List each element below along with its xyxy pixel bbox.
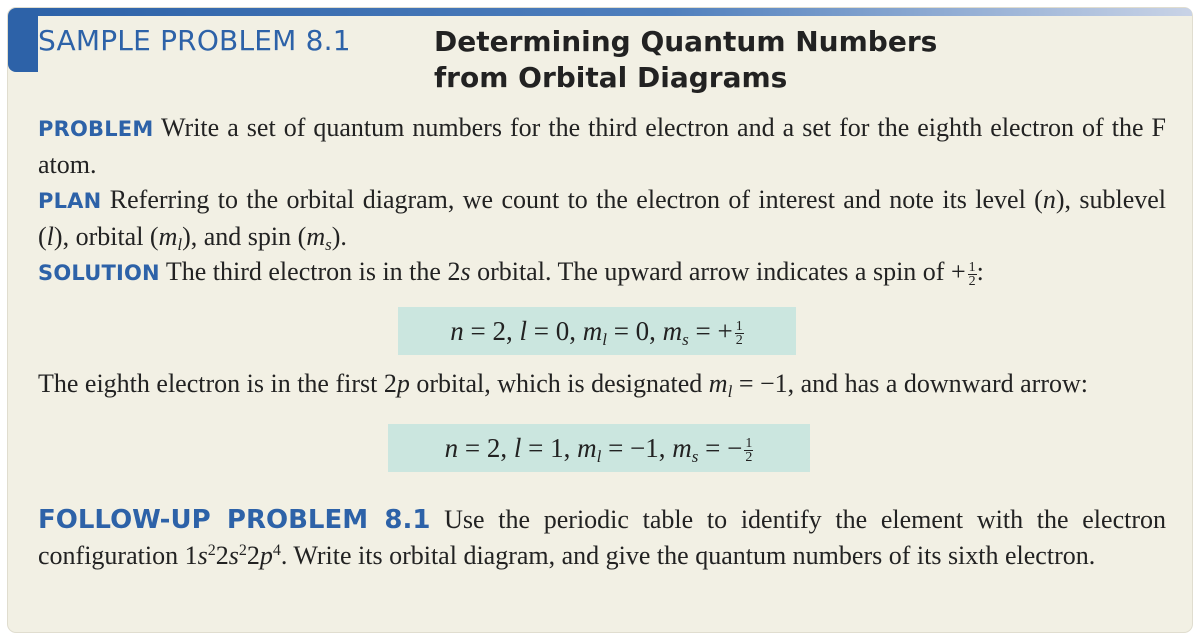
plan-text: ), orbital ( — [53, 222, 159, 251]
var-m: m — [577, 433, 597, 463]
sub-l: l — [177, 235, 183, 254]
sub-s: s — [682, 330, 689, 349]
followup-label: FOLLOW-UP PROBLEM 8.1 — [38, 505, 431, 535]
superscript: 2 — [207, 542, 216, 559]
var-m: m — [158, 222, 178, 251]
var-s: s — [197, 541, 208, 570]
plan-label: PLAN — [38, 189, 102, 213]
plan-text: Referring to the orbital diagram, we count to the electron of interest and note its level ( — [109, 185, 1043, 214]
var-p: p — [396, 369, 410, 398]
superscript: 4 — [272, 542, 281, 559]
equation-box-eighth-electron — [388, 424, 810, 472]
eq-text: = −1, — [601, 433, 673, 463]
solution-text: The third electron is in the 2 — [165, 257, 461, 286]
superscript: 2 — [238, 542, 247, 559]
plan-paragraph — [38, 182, 1166, 255]
solution-label: SOLUTION — [38, 261, 160, 285]
var-n: n — [1042, 185, 1056, 214]
eighth-text: orbital, which is designated — [409, 369, 709, 398]
frac-den: 2 — [968, 273, 976, 289]
equation-box-third-electron — [398, 307, 796, 355]
eq-text: = + — [688, 316, 733, 346]
solution-paragraph — [38, 254, 1166, 291]
followup-paragraph — [38, 502, 1166, 574]
problem-text: Write a set of quantum numbers for the third electron and a set for the eighth electron of the F atom. — [38, 113, 1166, 179]
plan-text: ), sublevel ( — [38, 185, 1166, 251]
var-l: l — [46, 222, 54, 251]
frac-den: 2 — [735, 333, 743, 349]
frac-den: 2 — [745, 450, 753, 466]
var-m: m — [662, 316, 683, 346]
frac-num: 1 — [745, 436, 753, 452]
sub-s: s — [325, 235, 332, 254]
one-half-fraction — [744, 437, 753, 464]
header-accent-tab — [8, 8, 38, 72]
eq-text: = 2, — [458, 433, 514, 463]
var-n: n — [444, 433, 459, 463]
eighth-text: The eighth electron is in the first 2 — [38, 369, 397, 398]
problem-paragraph — [38, 110, 1166, 183]
plan-text: ), and spin ( — [182, 222, 307, 251]
var-n: n — [450, 316, 464, 346]
eq-text: = 0, — [606, 316, 663, 346]
var-m: m — [672, 433, 692, 463]
one-half-fraction — [968, 261, 977, 288]
frac-num: 1 — [968, 259, 976, 275]
sample-problem-title — [434, 24, 1034, 96]
followup-text: Use the periodic table to identify the element with the electron configuration 1 — [38, 505, 1166, 570]
var-m: m — [582, 316, 603, 346]
sub-l: l — [602, 330, 607, 349]
title-line-1: Determining Quantum Numbers — [434, 25, 938, 58]
header-rule — [24, 8, 1192, 16]
eq-text: = − — [698, 433, 743, 463]
problem-label: PROBLEM — [38, 117, 154, 141]
sub-l: l — [727, 382, 733, 401]
var-s: s — [460, 257, 471, 286]
var-m: m — [306, 222, 326, 251]
var-l: l — [513, 433, 522, 463]
var-s: s — [228, 541, 239, 570]
sub-s: s — [691, 447, 699, 466]
followup-text: 2 — [215, 541, 229, 570]
followup-text: 2 — [246, 541, 260, 570]
followup-text: . Write its orbital diagram, and give the quantum numbers of its sixth electron. — [280, 541, 1096, 570]
var-p: p — [259, 541, 273, 570]
solution-text: : — [976, 257, 984, 286]
solution-text: orbital. The upward arrow indicates a spin of + — [470, 257, 966, 286]
frac-num: 1 — [735, 319, 743, 335]
plan-text: ). — [331, 222, 347, 251]
eighth-text: = −1, and has a downward arrow: — [732, 369, 1088, 398]
eq-text: = 0, — [526, 316, 583, 346]
eq-text: = 1, — [521, 433, 578, 463]
var-m: m — [708, 369, 728, 398]
var-l: l — [519, 316, 527, 346]
title-line-2: from Orbital Diagrams — [434, 61, 788, 94]
eighth-electron-paragraph — [38, 366, 1166, 402]
sample-problem-label: SAMPLE PROBLEM 8.1 — [38, 24, 351, 57]
eq-text: = 2, — [463, 316, 520, 346]
sub-l: l — [596, 447, 602, 466]
one-half-fraction — [735, 320, 744, 347]
